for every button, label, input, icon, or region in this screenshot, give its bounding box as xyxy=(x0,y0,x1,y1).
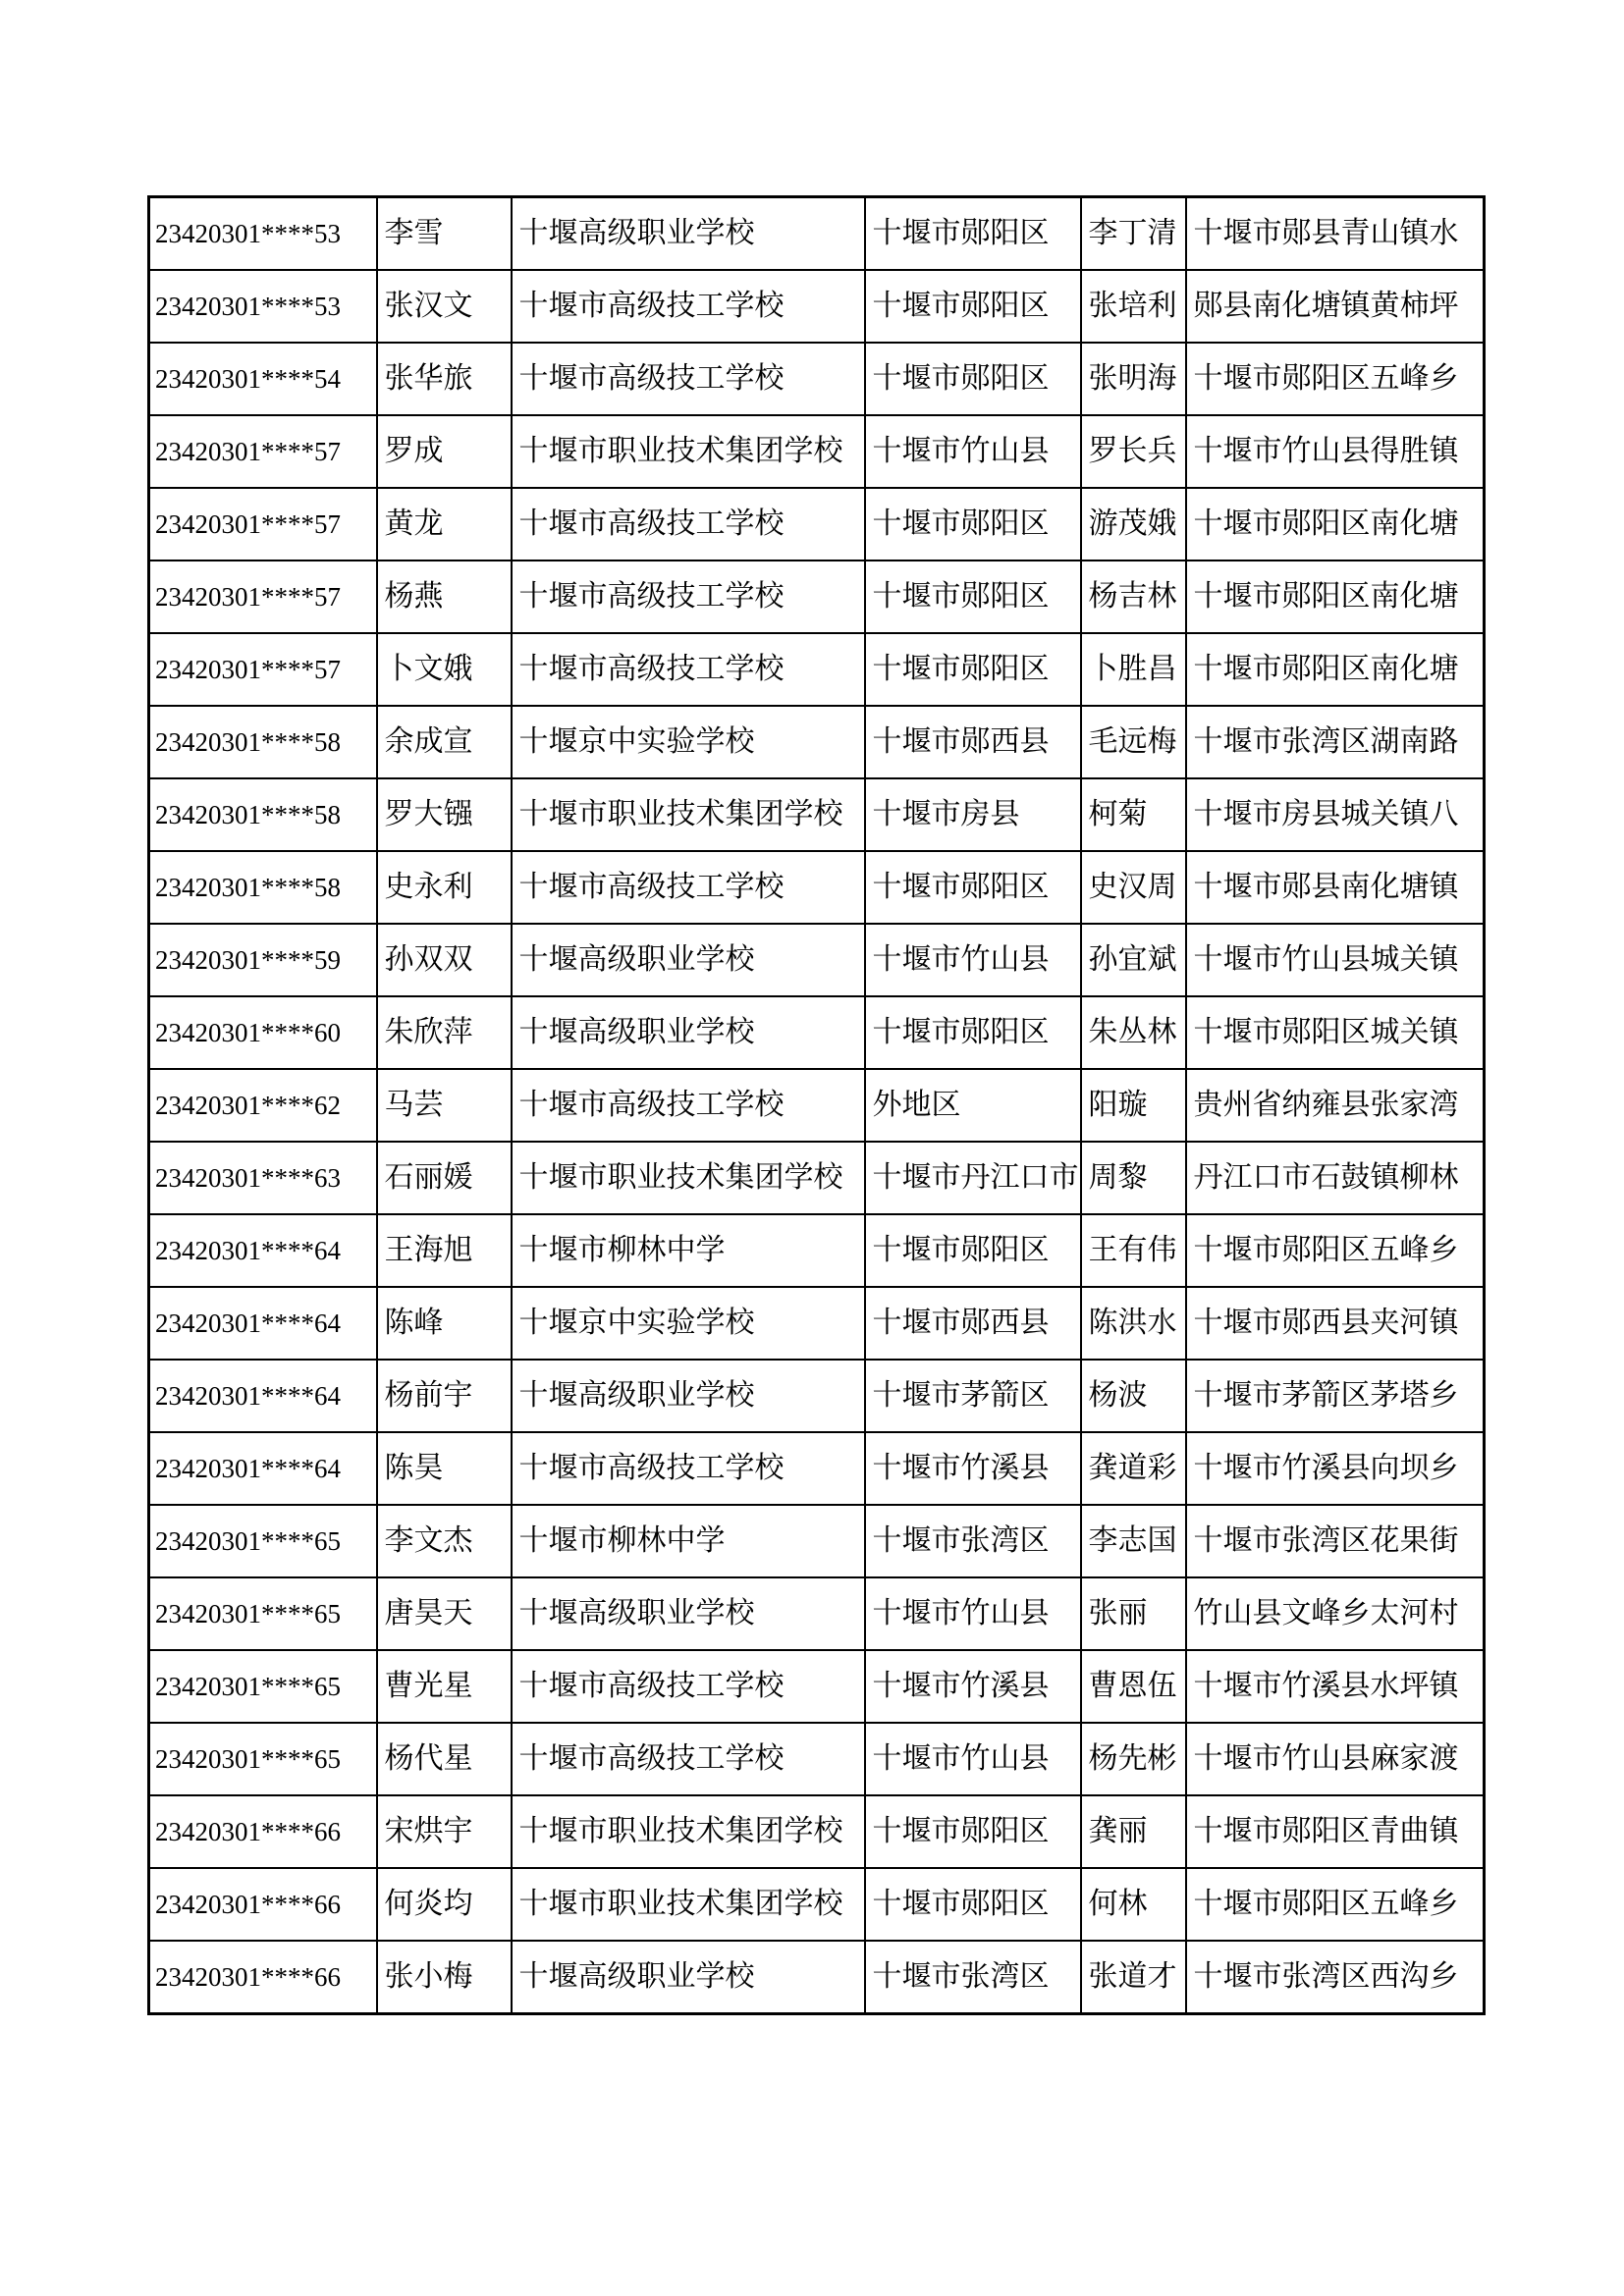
cell-school: 十堰高级职业学校 xyxy=(512,1577,865,1650)
cell-id: 23420301****63 xyxy=(149,1142,377,1214)
cell-id: 23420301****64 xyxy=(149,1432,377,1505)
table-body xyxy=(149,197,1485,2014)
cell-guardian: 史汉周 xyxy=(1081,851,1186,924)
cell-guardian: 张明海 xyxy=(1081,343,1186,415)
cell-guardian: 毛远梅 xyxy=(1081,706,1186,778)
cell-name: 陈峰 xyxy=(377,1287,512,1360)
table-row xyxy=(149,1069,1485,1142)
table-row xyxy=(149,1287,1485,1360)
cell-guardian: 龚丽 xyxy=(1081,1795,1186,1868)
cell-name: 张华旅 xyxy=(377,343,512,415)
cell-district: 十堰市郧阳区 xyxy=(865,851,1081,924)
cell-address: 十堰市郧阳区五峰乡 xyxy=(1186,343,1485,415)
cell-school: 十堰市高级技工学校 xyxy=(512,1069,865,1142)
cell-name: 史永利 xyxy=(377,851,512,924)
cell-district: 十堰市郧西县 xyxy=(865,706,1081,778)
cell-id: 23420301****53 xyxy=(149,270,377,343)
table-row xyxy=(149,1214,1485,1287)
cell-name: 杨代星 xyxy=(377,1723,512,1795)
cell-id: 23420301****60 xyxy=(149,996,377,1069)
cell-name: 唐昊天 xyxy=(377,1577,512,1650)
cell-district: 十堰市竹溪县 xyxy=(865,1432,1081,1505)
cell-address: 十堰市郧阳区南化塘 xyxy=(1186,561,1485,633)
cell-guardian: 孙宜斌 xyxy=(1081,924,1186,996)
cell-district: 十堰市房县 xyxy=(865,778,1081,851)
cell-guardian: 曹恩伍 xyxy=(1081,1650,1186,1723)
cell-district: 十堰市郧阳区 xyxy=(865,343,1081,415)
cell-guardian: 李丁清 xyxy=(1081,197,1186,271)
cell-guardian: 杨波 xyxy=(1081,1360,1186,1432)
cell-id: 23420301****57 xyxy=(149,561,377,633)
cell-school: 十堰市高级技工学校 xyxy=(512,343,865,415)
cell-address: 十堰市郧西县夹河镇 xyxy=(1186,1287,1485,1360)
cell-id: 23420301****57 xyxy=(149,633,377,706)
table-row xyxy=(149,1650,1485,1723)
cell-school: 十堰京中实验学校 xyxy=(512,706,865,778)
cell-address: 十堰市郧阳区五峰乡 xyxy=(1186,1868,1485,1941)
cell-address: 十堰市竹溪县向坝乡 xyxy=(1186,1432,1485,1505)
cell-id: 23420301****64 xyxy=(149,1360,377,1432)
cell-name: 卜文娥 xyxy=(377,633,512,706)
cell-school: 十堰高级职业学校 xyxy=(512,1941,865,2014)
table-row xyxy=(149,924,1485,996)
cell-address: 十堰市郧阳区青曲镇 xyxy=(1186,1795,1485,1868)
cell-id: 23420301****58 xyxy=(149,851,377,924)
cell-guardian: 杨吉林 xyxy=(1081,561,1186,633)
data-table xyxy=(147,195,1486,2015)
cell-school: 十堰高级职业学校 xyxy=(512,1360,865,1432)
cell-district: 十堰市郧阳区 xyxy=(865,197,1081,271)
table-row xyxy=(149,1505,1485,1577)
table-row xyxy=(149,197,1485,271)
cell-address: 十堰市竹山县得胜镇 xyxy=(1186,415,1485,488)
cell-address: 十堰市郧县南化塘镇 xyxy=(1186,851,1485,924)
cell-id: 23420301****57 xyxy=(149,415,377,488)
cell-district: 十堰市郧西县 xyxy=(865,1287,1081,1360)
cell-name: 曹光星 xyxy=(377,1650,512,1723)
cell-district: 十堰市郧阳区 xyxy=(865,1868,1081,1941)
cell-address: 郧县南化塘镇黄柿坪 xyxy=(1186,270,1485,343)
table-row xyxy=(149,1941,1485,2014)
cell-district: 十堰市郧阳区 xyxy=(865,1214,1081,1287)
cell-school: 十堰市职业技术集团学校 xyxy=(512,415,865,488)
cell-district: 十堰市郧阳区 xyxy=(865,561,1081,633)
cell-guardian: 王有伟 xyxy=(1081,1214,1186,1287)
table-row xyxy=(149,1723,1485,1795)
cell-id: 23420301****66 xyxy=(149,1795,377,1868)
cell-address: 十堰市房县城关镇八 xyxy=(1186,778,1485,851)
cell-district: 十堰市丹江口市 xyxy=(865,1142,1081,1214)
cell-guardian: 杨先彬 xyxy=(1081,1723,1186,1795)
cell-id: 23420301****64 xyxy=(149,1287,377,1360)
cell-district: 十堰市郧阳区 xyxy=(865,270,1081,343)
table-row xyxy=(149,706,1485,778)
table-row xyxy=(149,633,1485,706)
cell-district: 十堰市张湾区 xyxy=(865,1505,1081,1577)
cell-name: 朱欣萍 xyxy=(377,996,512,1069)
cell-guardian: 张培利 xyxy=(1081,270,1186,343)
cell-address: 十堰市竹山县城关镇 xyxy=(1186,924,1485,996)
cell-address: 十堰市郧阳区城关镇 xyxy=(1186,996,1485,1069)
cell-name: 何炎均 xyxy=(377,1868,512,1941)
cell-address: 十堰市竹山县麻家渡 xyxy=(1186,1723,1485,1795)
cell-name: 石丽媛 xyxy=(377,1142,512,1214)
cell-school: 十堰市职业技术集团学校 xyxy=(512,1142,865,1214)
cell-school: 十堰市高级技工学校 xyxy=(512,1650,865,1723)
cell-district: 十堰市郧阳区 xyxy=(865,1795,1081,1868)
cell-address: 十堰市张湾区花果街 xyxy=(1186,1505,1485,1577)
cell-guardian: 张道才 xyxy=(1081,1941,1186,2014)
cell-school: 十堰高级职业学校 xyxy=(512,197,865,271)
cell-id: 23420301****66 xyxy=(149,1868,377,1941)
cell-id: 23420301****66 xyxy=(149,1941,377,2014)
cell-district: 十堰市竹山县 xyxy=(865,1723,1081,1795)
table-row xyxy=(149,778,1485,851)
cell-school: 十堰高级职业学校 xyxy=(512,924,865,996)
cell-guardian: 张丽 xyxy=(1081,1577,1186,1650)
cell-id: 23420301****54 xyxy=(149,343,377,415)
cell-name: 李雪 xyxy=(377,197,512,271)
cell-address: 十堰市郧阳区南化塘 xyxy=(1186,488,1485,561)
cell-school: 十堰市高级技工学校 xyxy=(512,851,865,924)
cell-name: 李文杰 xyxy=(377,1505,512,1577)
cell-district: 十堰市郧阳区 xyxy=(865,633,1081,706)
cell-district: 十堰市竹溪县 xyxy=(865,1650,1081,1723)
cell-name: 张汉文 xyxy=(377,270,512,343)
cell-school: 十堰市职业技术集团学校 xyxy=(512,778,865,851)
cell-id: 23420301****65 xyxy=(149,1577,377,1650)
table-row xyxy=(149,561,1485,633)
cell-address: 贵州省纳雍县张家湾 xyxy=(1186,1069,1485,1142)
cell-id: 23420301****58 xyxy=(149,778,377,851)
cell-id: 23420301****65 xyxy=(149,1650,377,1723)
cell-guardian: 陈洪水 xyxy=(1081,1287,1186,1360)
cell-name: 黄龙 xyxy=(377,488,512,561)
cell-school: 十堰市柳林中学 xyxy=(512,1505,865,1577)
cell-school: 十堰市高级技工学校 xyxy=(512,633,865,706)
cell-guardian: 龚道彩 xyxy=(1081,1432,1186,1505)
cell-address: 十堰市张湾区西沟乡 xyxy=(1186,1941,1485,2014)
cell-school: 十堰京中实验学校 xyxy=(512,1287,865,1360)
cell-address: 丹江口市石鼓镇柳林 xyxy=(1186,1142,1485,1214)
cell-address: 十堰市郧阳区南化塘 xyxy=(1186,633,1485,706)
cell-school: 十堰高级职业学校 xyxy=(512,996,865,1069)
table-row xyxy=(149,343,1485,415)
cell-name: 马芸 xyxy=(377,1069,512,1142)
cell-id: 23420301****64 xyxy=(149,1214,377,1287)
cell-name: 余成宣 xyxy=(377,706,512,778)
cell-guardian: 阳璇 xyxy=(1081,1069,1186,1142)
cell-guardian: 罗长兵 xyxy=(1081,415,1186,488)
table-row xyxy=(149,1432,1485,1505)
cell-name: 罗成 xyxy=(377,415,512,488)
cell-school: 十堰市职业技术集团学校 xyxy=(512,1868,865,1941)
cell-name: 陈昊 xyxy=(377,1432,512,1505)
cell-name: 宋烘宇 xyxy=(377,1795,512,1868)
cell-address: 十堰市郧阳区五峰乡 xyxy=(1186,1214,1485,1287)
cell-district: 十堰市茅箭区 xyxy=(865,1360,1081,1432)
table-row xyxy=(149,1142,1485,1214)
cell-address: 十堰市张湾区湖南路 xyxy=(1186,706,1485,778)
cell-id: 23420301****62 xyxy=(149,1069,377,1142)
table-row xyxy=(149,1795,1485,1868)
cell-name: 杨前宇 xyxy=(377,1360,512,1432)
cell-school: 十堰市高级技工学校 xyxy=(512,488,865,561)
cell-school: 十堰市柳林中学 xyxy=(512,1214,865,1287)
cell-address: 十堰市竹溪县水坪镇 xyxy=(1186,1650,1485,1723)
cell-guardian: 卜胜昌 xyxy=(1081,633,1186,706)
cell-id: 23420301****58 xyxy=(149,706,377,778)
table-row xyxy=(149,415,1485,488)
cell-school: 十堰市高级技工学校 xyxy=(512,270,865,343)
table-row xyxy=(149,996,1485,1069)
cell-school: 十堰市高级技工学校 xyxy=(512,1432,865,1505)
cell-district: 十堰市竹山县 xyxy=(865,924,1081,996)
cell-school: 十堰市高级技工学校 xyxy=(512,561,865,633)
cell-id: 23420301****53 xyxy=(149,197,377,271)
table-row xyxy=(149,851,1485,924)
cell-name: 杨燕 xyxy=(377,561,512,633)
table-row xyxy=(149,1868,1485,1941)
cell-address: 十堰市郧县青山镇水 xyxy=(1186,197,1485,271)
cell-id: 23420301****65 xyxy=(149,1505,377,1577)
cell-id: 23420301****65 xyxy=(149,1723,377,1795)
cell-school: 十堰市职业技术集团学校 xyxy=(512,1795,865,1868)
cell-address: 竹山县文峰乡太河村 xyxy=(1186,1577,1485,1650)
cell-guardian: 周黎 xyxy=(1081,1142,1186,1214)
cell-guardian: 柯菊 xyxy=(1081,778,1186,851)
cell-guardian: 朱丛林 xyxy=(1081,996,1186,1069)
cell-name: 罗大镪 xyxy=(377,778,512,851)
cell-district: 十堰市张湾区 xyxy=(865,1941,1081,2014)
table-row xyxy=(149,488,1485,561)
cell-district: 十堰市竹山县 xyxy=(865,415,1081,488)
cell-name: 王海旭 xyxy=(377,1214,512,1287)
cell-id: 23420301****57 xyxy=(149,488,377,561)
cell-guardian: 李志国 xyxy=(1081,1505,1186,1577)
cell-district: 十堰市郧阳区 xyxy=(865,996,1081,1069)
cell-name: 张小梅 xyxy=(377,1941,512,2014)
cell-school: 十堰市高级技工学校 xyxy=(512,1723,865,1795)
cell-guardian: 游茂娥 xyxy=(1081,488,1186,561)
table-row xyxy=(149,1360,1485,1432)
cell-district: 十堰市竹山县 xyxy=(865,1577,1081,1650)
cell-district: 十堰市郧阳区 xyxy=(865,488,1081,561)
cell-district: 外地区 xyxy=(865,1069,1081,1142)
table-row xyxy=(149,1577,1485,1650)
cell-address: 十堰市茅箭区茅塔乡 xyxy=(1186,1360,1485,1432)
table-row xyxy=(149,270,1485,343)
cell-guardian: 何林 xyxy=(1081,1868,1186,1941)
cell-id: 23420301****59 xyxy=(149,924,377,996)
cell-name: 孙双双 xyxy=(377,924,512,996)
